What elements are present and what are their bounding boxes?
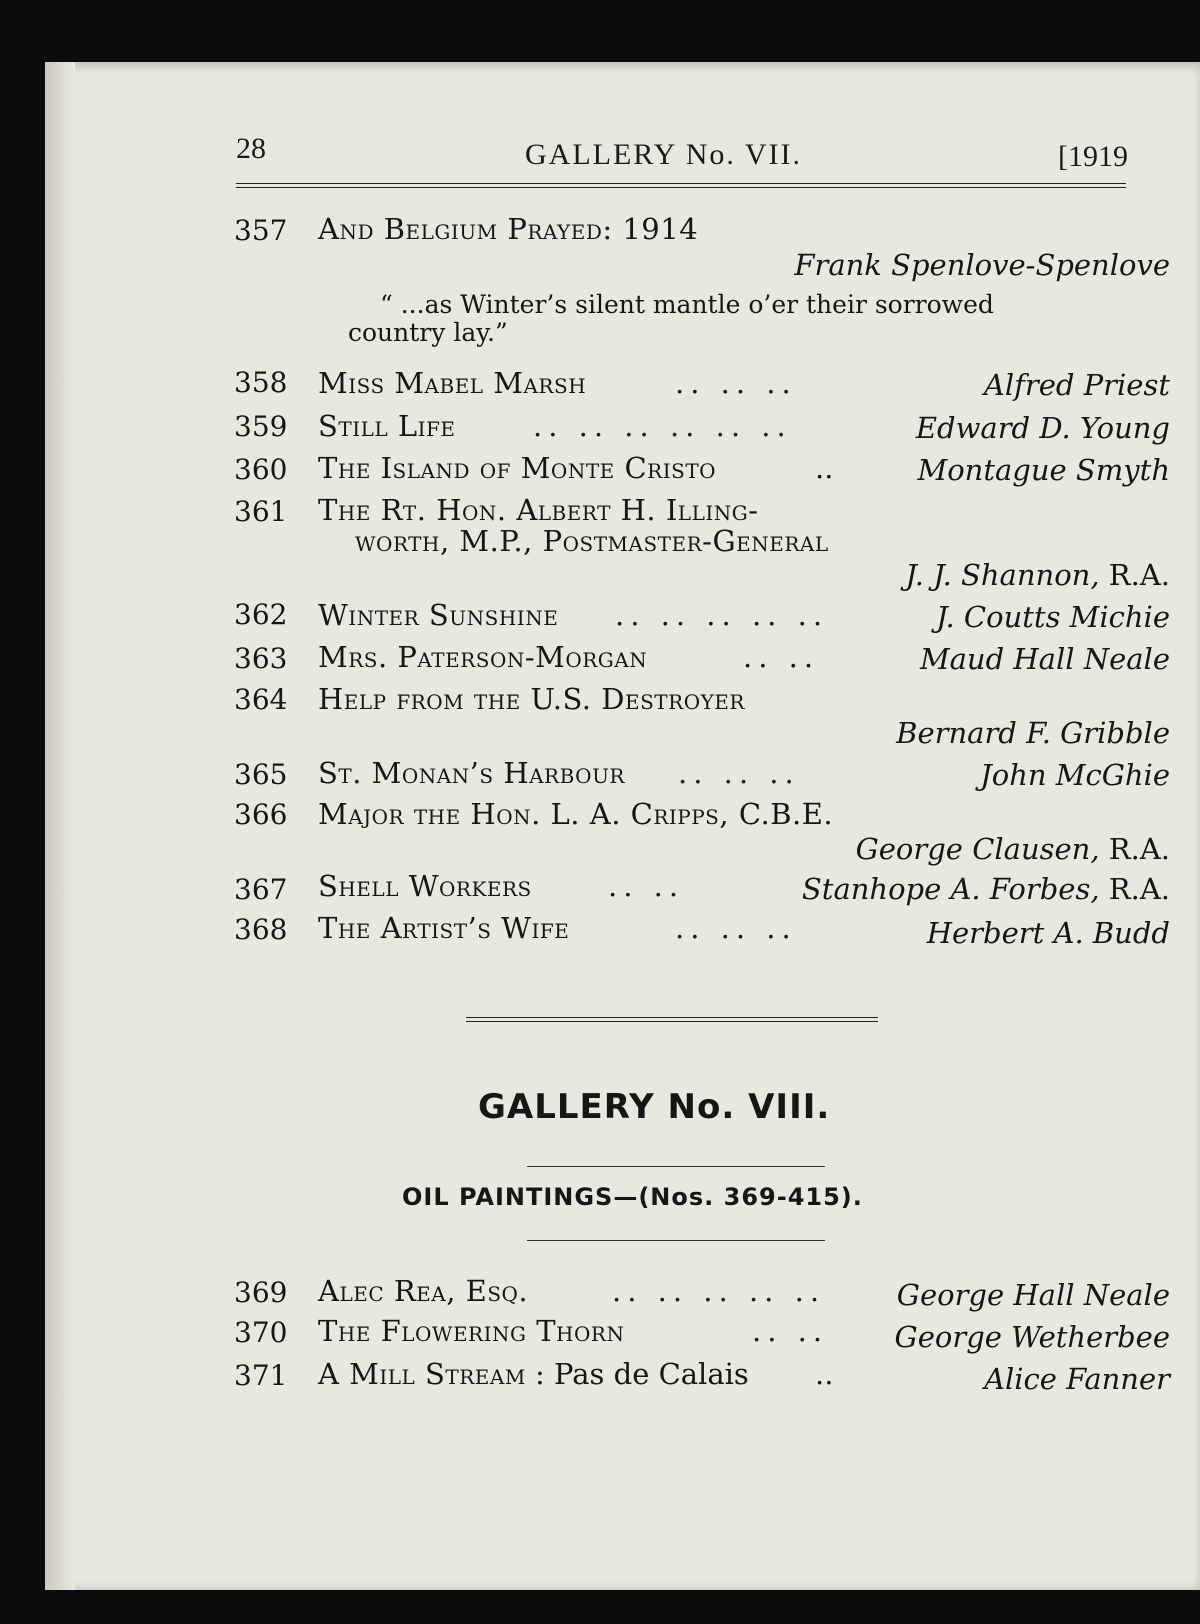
dot-leader: .. .. xyxy=(608,869,685,903)
entry-artist: J. Coutts Michie xyxy=(936,600,1170,634)
entry-artist: Herbert A. Budd xyxy=(926,916,1170,950)
page-number: 28 xyxy=(236,132,266,165)
entry-artist: Alfred Priest xyxy=(983,368,1170,402)
entry-title-subtitle: : Pas de Calais xyxy=(535,1357,749,1391)
section-subtitle-caps: OIL PAINTINGS xyxy=(402,1183,614,1211)
entry-title: Miss Mabel Marsh xyxy=(318,366,587,400)
entry-title: The Rt. Hon. Albert H. Illing- xyxy=(318,493,759,527)
entry-title: A Mill Stream xyxy=(318,1357,526,1391)
entry-title: The Island of Monte Cristo xyxy=(318,451,717,485)
dot-leader: .. .. .. xyxy=(675,366,797,400)
entry-number: 367 xyxy=(234,873,288,906)
entry-number: 364 xyxy=(234,683,288,716)
entry-number: 366 xyxy=(234,798,288,831)
entry-title: Help from the U.S. Destroyer xyxy=(318,682,745,716)
entry-quote-line-2: country lay.” xyxy=(348,318,508,347)
dot-leader: .. xyxy=(815,451,834,485)
entry-title: And Belgium Prayed: 1914 xyxy=(318,212,699,246)
entry-number: 360 xyxy=(234,453,288,486)
entry-number: 361 xyxy=(234,495,288,528)
entry-title: The Artist’s Wife xyxy=(318,911,570,945)
dot-leader: .. .. .. .. .. xyxy=(612,1274,826,1308)
entry-artist: George Wetherbee xyxy=(894,1320,1170,1354)
entry-artist: J. J. Shannon, xyxy=(905,558,1100,592)
section-divider-rule xyxy=(466,1017,878,1022)
dot-leader: .. .. xyxy=(752,1314,829,1348)
dot-leader: .. .. .. xyxy=(678,756,800,790)
entry-number: 363 xyxy=(234,642,288,675)
entry-artist: George Clausen, xyxy=(855,832,1100,866)
entry-title: Major the Hon. L. A. Cripps, C.B.E. xyxy=(318,797,834,831)
entry-artist: Edward D. Young xyxy=(915,411,1170,445)
header-double-rule xyxy=(236,183,1126,188)
entry-artist: Maud Hall Neale xyxy=(919,642,1170,676)
entry-artist-suffix: R.A. xyxy=(1108,832,1170,866)
entry-artist-suffix: R.A. xyxy=(1108,872,1170,906)
entry-quote-line-1: “ ...as Winter’s silent mantle o’er their sorrowed xyxy=(380,290,994,319)
entry-artist: Stanhope A. Forbes, xyxy=(801,872,1100,906)
entry-title: Alec Rea, Esq. xyxy=(318,1274,529,1308)
entry-title: St. Monan’s Harbour xyxy=(318,756,625,790)
entry-title: Winter Sunshine xyxy=(318,598,559,632)
section-subtitle-rule xyxy=(527,1240,825,1241)
dot-leader: .. .. .. xyxy=(675,911,797,945)
entry-title: Still Life xyxy=(318,409,456,443)
entry-artist: George Hall Neale xyxy=(896,1278,1170,1312)
running-year: [1919 xyxy=(1058,140,1128,173)
entry-artist-line xyxy=(905,558,1170,592)
entry-title-line xyxy=(318,1357,749,1391)
entry-artist: Bernard F. Gribble xyxy=(896,716,1170,750)
entry-number: 368 xyxy=(234,913,288,946)
entry-title: Mrs. Paterson-Morgan xyxy=(318,640,648,674)
entry-number: 371 xyxy=(234,1359,288,1392)
page-gutter-shadow xyxy=(45,62,75,1590)
entry-artist-line xyxy=(802,872,1170,906)
entry-number: 357 xyxy=(234,214,288,247)
entry-title-continued: worth, M.P., Postmaster-General xyxy=(355,524,829,558)
entry-number: 370 xyxy=(234,1316,288,1349)
entry-number: 358 xyxy=(234,366,288,399)
section-title: GALLERY No. VIII. xyxy=(478,1087,831,1127)
dot-leader: .. .. .. .. .. xyxy=(615,598,829,632)
dot-leader: .. xyxy=(815,1357,834,1391)
dot-leader: .. .. xyxy=(743,640,820,674)
entry-number: 365 xyxy=(234,758,288,791)
entry-number: 362 xyxy=(234,598,288,631)
entry-artist: Montague Smyth xyxy=(917,453,1170,487)
section-subtitle-range: —(Nos. 369-415). xyxy=(613,1183,863,1211)
section-title-rule xyxy=(527,1166,825,1167)
entry-artist: John McGhie xyxy=(980,758,1170,792)
dot-leader: .. .. .. .. .. .. xyxy=(533,409,792,443)
entry-artist: Alice Fanner xyxy=(984,1362,1170,1396)
entry-artist-line xyxy=(856,832,1170,866)
entry-number: 359 xyxy=(234,410,288,443)
running-title: GALLERY No. VII. xyxy=(525,138,802,171)
entry-number: 369 xyxy=(234,1276,288,1309)
entry-artist: Frank Spenlove-Spenlove xyxy=(794,248,1170,282)
section-subtitle xyxy=(402,1183,863,1211)
entry-artist-suffix: R.A. xyxy=(1108,558,1170,592)
entry-title: Shell Workers xyxy=(318,869,532,903)
entry-title: The Flowering Thorn xyxy=(318,1314,625,1348)
